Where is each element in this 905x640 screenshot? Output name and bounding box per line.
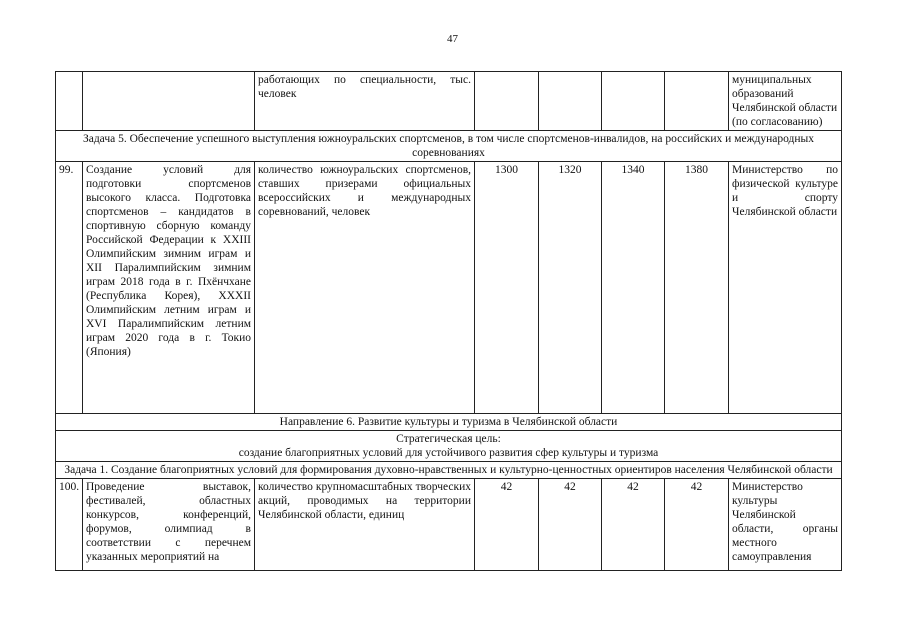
value-cell: 1300 <box>475 162 539 414</box>
value-cell: 1320 <box>539 162 602 414</box>
value-cell: 42 <box>475 479 539 571</box>
index-cell <box>56 72 83 131</box>
task-heading-row <box>56 131 842 162</box>
activity-cell: Проведение выставок, фестивалей, областных конкурсов, конференций, форумов, олимпиад в соответствии с перечнем указанных мероприятий на <box>83 479 255 571</box>
row-index: 100. <box>56 479 83 571</box>
value-cell <box>539 72 602 131</box>
table-row-100 <box>56 479 842 571</box>
task-1-heading: Задача 1. Создание благоприятных условий для формирования духовно-нравственных и культурно-ценностных ориентиров населения Челябинской области <box>56 462 842 479</box>
strategic-goal-heading: Стратегическая цель: создание благоприятных условий для устойчивого развития сфер культуры и туризма <box>56 431 842 462</box>
value-cell <box>602 72 665 131</box>
indicator-cell: работающих по специальности, тыс. человек <box>255 72 475 131</box>
value-cell: 42 <box>602 479 665 571</box>
table-row-continued <box>56 72 842 131</box>
page-number: 47 <box>447 33 458 45</box>
executor-cell: муниципальных образований Челябинской области (по согласованию) <box>729 72 842 131</box>
value-cell: 1340 <box>602 162 665 414</box>
strategic-goal-row <box>56 431 842 462</box>
direction-heading-row <box>56 414 842 431</box>
indicator-cell: количество южноуральских спортсменов, ставших призерами официальных всероссийских и международных соревнований, человек <box>255 162 475 414</box>
plan-table <box>55 71 842 571</box>
activity-cell <box>83 72 255 131</box>
value-cell <box>665 72 729 131</box>
indicator-cell: количество крупномасштабных творческих акций, проводимых на территории Челябинской области, единиц <box>255 479 475 571</box>
task-heading-row <box>56 462 842 479</box>
task-5-heading: Задача 5. Обеспечение успешного выступления южноуральских спортсменов, в том числе спортсменов-инвалидов, на российских и международных соревнованиях <box>56 131 842 162</box>
value-cell: 42 <box>665 479 729 571</box>
executor-cell: Министерство культуры Челябинской области, органы местного самоуправления <box>729 479 842 571</box>
value-cell: 42 <box>539 479 602 571</box>
value-cell <box>475 72 539 131</box>
row-index: 99. <box>56 162 83 414</box>
table-row-99 <box>56 162 842 414</box>
direction-6-heading: Направление 6. Развитие культуры и туризма в Челябинской области <box>56 414 842 431</box>
value-cell: 1380 <box>665 162 729 414</box>
executor-cell: Министерство по физической культуре и спорту Челябинской области <box>729 162 842 414</box>
activity-cell: Создание условий для подготовки спортсменов высокого класса. Подготовка спортсменов – кандидатов в спортивную сборную команду Российской Федерации к XXIII Олимпийским зимним играм и XII Паралимпийским зимним играм 2018 года в г. Пхёнчхане (Республика Корея), XXXII Олимпийским летним играм и XVI Паралимпийским летним играм 2020 года в г. Токио (Япония) <box>83 162 255 414</box>
